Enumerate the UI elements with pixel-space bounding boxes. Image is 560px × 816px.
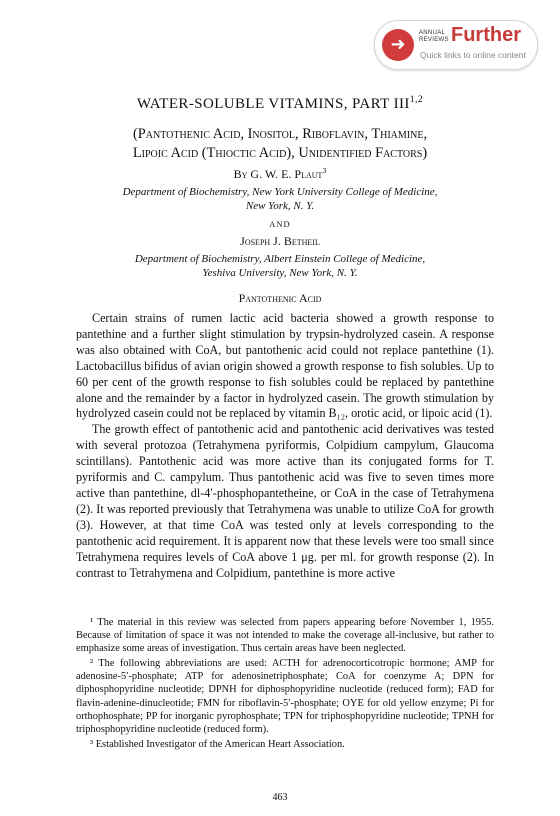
and-separator: AND <box>269 219 291 229</box>
annual-reviews-further-badge[interactable] <box>374 20 538 70</box>
footnote-2: ² The following abbreviations are used: ACTH for adrenocorticotropic hormone; AMP for adenosine-5′-phosphate; ATP for adenosinetriphosphate; CoA for coenzyme A; DPN for diphosphopyridine nucleotide; DPNH for diphosphopyridine nucleotide (reduced form); FAD for flavin-adenine-dinucleotide; FMN for riboflavin-5′-phosphate; OYE for old yellow enzyme; Pi for orthophosphate; PP for inorganic pyrophosphate; TPN for triphosphopyridine nucleotide; TPNH for triphosphopyridine nucleotide (reduced form). <box>76 658 494 735</box>
author-plaut: By G. W. E. Plaut$^3$ <box>233 166 327 181</box>
author-betheil: Joseph J. Betheil <box>240 234 320 248</box>
further-label: Further <box>451 24 521 46</box>
affiliation-einstein: Department of Biochemistry, Albert Einstein College of Medicine, Yeshiva University, New York, N. Y. <box>134 253 426 279</box>
arrow-icon: ➜ <box>382 29 414 61</box>
affiliation-nyu: Department of Biochemistry, New York University College of Medicine, New York, N. Y. <box>122 186 438 212</box>
article-title: WATER-SOLUBLE VITAMINS, PART III$^{1,2}$ <box>136 94 424 112</box>
body-text <box>76 311 494 581</box>
body-paragraph: Certain strains of rumen lactic acid bacteria showed a growth response to pantethine and a further slight stimulation by trypsin-hydrolyzed casein. A response was also obtained with CoA, but pantothenic acid could not replace pantethine (1). Lactobacillus bifidus of avian origin showed a growth response to fish solubles. Up to 60 per cent of the growth response to fish solubles could be replaced by pantethine alone and the remainder by a factor in hydrolyzed casein. The growth stimulation by hydrolyzed casein could not be replaced by vitamin B₁₂, orotic acid, or lipoic acid (1). <box>76 311 494 421</box>
annual-reviews-logo: ANNUAL REVIEWS <box>419 30 449 43</box>
footnote-3: ³ Established Investigator of the American Heart Association. <box>90 738 345 750</box>
body-paragraph: The growth effect of pantothenic acid and pantothenic acid derivatives was tested with several protozoa (Tetrahymena pyriformis, Colpidium campylum, Glaucoma scintillans). Pantothenic acid was more active than its conjugated forms for T. pyriformis and C. campylum. Thus pantothenic acid was five to seven times more active than pantethine, dl-4′-phosphopantetheine, or CoA in the case of Tetrahymena (2). It was reported previously that Tetrahymena was unable to utilize CoA for growth (3). However, at that time CoA was tested only at levels corresponding to the pantothenic acid requirement. It is apparent now that these levels were too small since Tetrahymena requires levels of CoA above 1 μg. per ml. for growth response (2). In contrast to Tetrahymena and Colpidium, pantethine is more active <box>76 422 494 580</box>
page-number: 463 <box>272 792 288 803</box>
section-heading: Pantothenic Acid <box>238 291 322 305</box>
footnotes <box>76 616 494 753</box>
footnote-1: ¹ The material in this review was selected from papers appearing before November 1, 1955. Because of limitation of space it was not intended to make the coverage all-inclusive, but rather to emphasize some areas of investigation. Thus certain areas have been neglected. <box>76 617 494 655</box>
quick-links-label: Quick links to online content <box>420 50 526 60</box>
article-subtitle: (Pantothenic Acid, Inositol, Riboflavin, Thiamine, Lipoic Acid (Thioctic Acid), Unidentified Factors) <box>132 126 428 161</box>
